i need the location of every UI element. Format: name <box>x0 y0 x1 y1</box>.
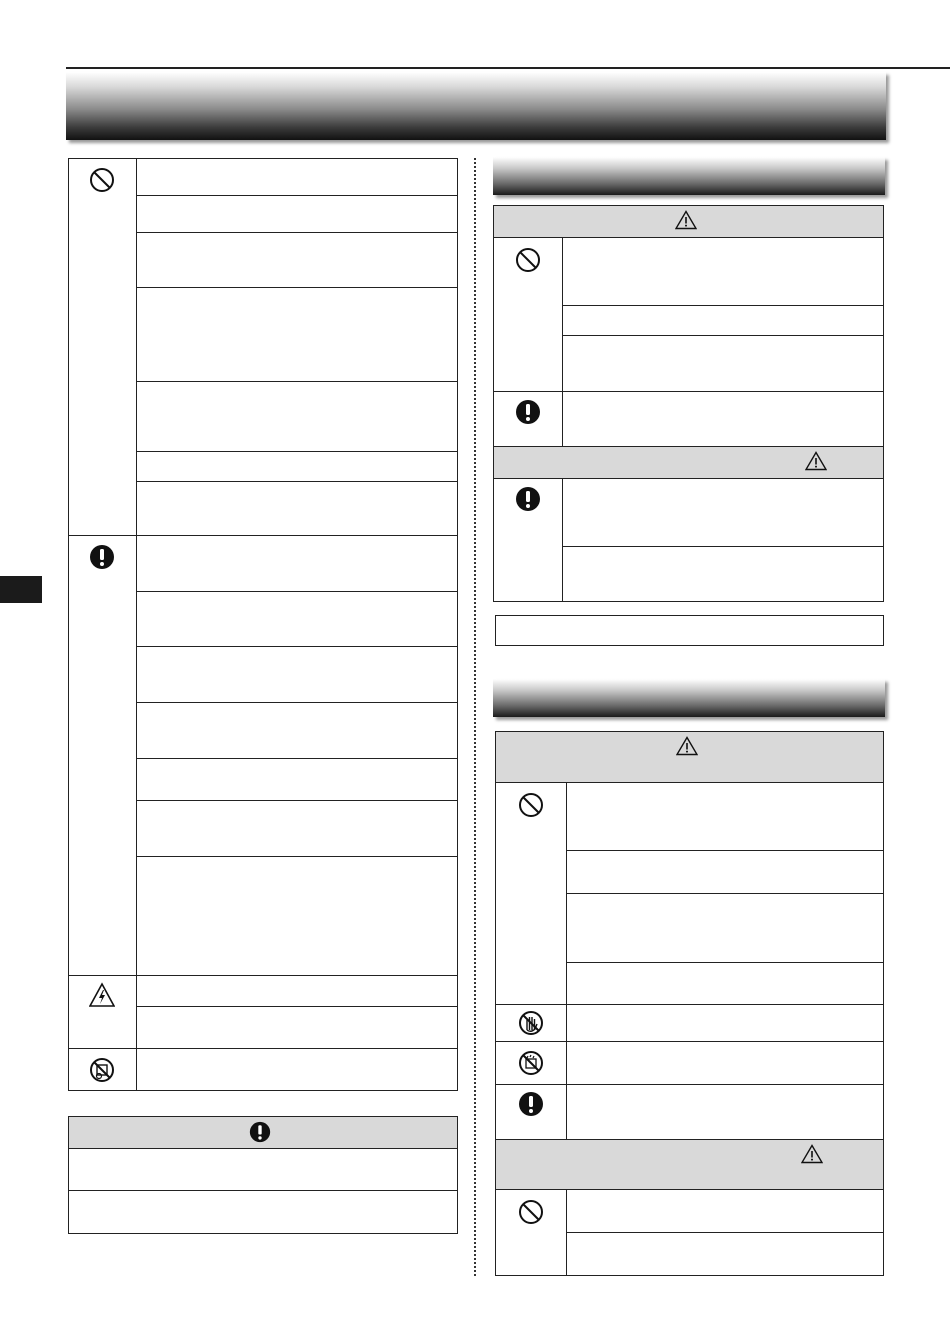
page-header-bar <box>66 72 886 140</box>
section-note <box>495 615 884 646</box>
icon-cell-mandatory <box>493 478 563 602</box>
prohibition-icon <box>518 1199 544 1225</box>
table-row <box>136 800 458 857</box>
mandatory-action-icon <box>89 544 115 570</box>
icon-cell-prohibition <box>495 782 567 1005</box>
prohibition-icon <box>89 167 115 193</box>
table-row <box>562 546 884 602</box>
no-wetting-icon <box>518 1050 544 1076</box>
column-divider <box>474 158 476 1276</box>
table-row <box>136 481 458 536</box>
table-row <box>136 975 458 1007</box>
icon-cell-mandatory <box>68 535 137 976</box>
table-row <box>562 237 884 306</box>
table-row <box>562 478 884 547</box>
table-row <box>566 893 884 963</box>
table-row <box>566 1189 884 1233</box>
table-row <box>136 1006 458 1049</box>
icon-cell-no-touch <box>495 1004 567 1042</box>
notice-heading-bar <box>68 1116 458 1149</box>
warning-triangle-icon <box>805 451 827 471</box>
caution-bar <box>495 1139 884 1190</box>
table-row <box>562 305 884 336</box>
table-row <box>68 1190 458 1234</box>
table-row <box>136 195 458 233</box>
table-row <box>68 1148 458 1191</box>
table-row <box>566 1004 884 1042</box>
table-row <box>136 758 458 801</box>
table-row <box>566 1232 884 1276</box>
mandatory-action-icon <box>249 1121 271 1143</box>
icon-cell-electric <box>68 975 137 1049</box>
table-row <box>136 646 458 703</box>
no-disassembly-icon <box>89 1057 115 1083</box>
icon-cell-prohibition <box>493 237 563 392</box>
icon-cell-mandatory <box>495 1084 567 1140</box>
table-row <box>566 850 884 894</box>
electric-shock-icon <box>89 982 115 1008</box>
table-row <box>136 535 458 592</box>
icon-cell-mandatory <box>493 391 563 447</box>
table-row <box>136 702 458 759</box>
warning-triangle-icon <box>801 1144 823 1164</box>
icon-cell-no-wetting <box>495 1041 567 1085</box>
table-row <box>136 287 458 382</box>
mandatory-action-icon <box>515 486 541 512</box>
section-header-bar <box>493 679 885 717</box>
table-row <box>566 1041 884 1085</box>
prohibition-icon <box>518 792 544 818</box>
table-row <box>136 1048 458 1091</box>
icon-cell-prohibition <box>68 158 137 536</box>
no-touch-wet-hands-icon <box>518 1010 544 1036</box>
chapter-tab <box>0 576 42 603</box>
icon-cell-no-disassembly <box>68 1048 137 1091</box>
warning-bar <box>495 731 884 783</box>
table-row <box>562 335 884 392</box>
top-rule <box>66 67 950 69</box>
table-row <box>136 381 458 452</box>
prohibition-icon <box>515 247 541 273</box>
table-row <box>566 962 884 1005</box>
section-header-bar <box>493 157 885 195</box>
table-row <box>562 391 884 447</box>
table-row <box>566 782 884 851</box>
table-row <box>136 158 458 196</box>
table-row <box>136 451 458 482</box>
table-row <box>136 856 458 976</box>
table-row <box>136 232 458 288</box>
mandatory-action-icon <box>515 399 541 425</box>
icon-cell-prohibition <box>495 1189 567 1276</box>
caution-bar <box>493 446 884 479</box>
table-row <box>566 1084 884 1140</box>
warning-triangle-icon <box>675 210 697 230</box>
warning-triangle-icon <box>676 736 698 756</box>
warning-bar <box>493 205 884 238</box>
mandatory-action-icon <box>518 1091 544 1117</box>
table-row <box>136 591 458 647</box>
